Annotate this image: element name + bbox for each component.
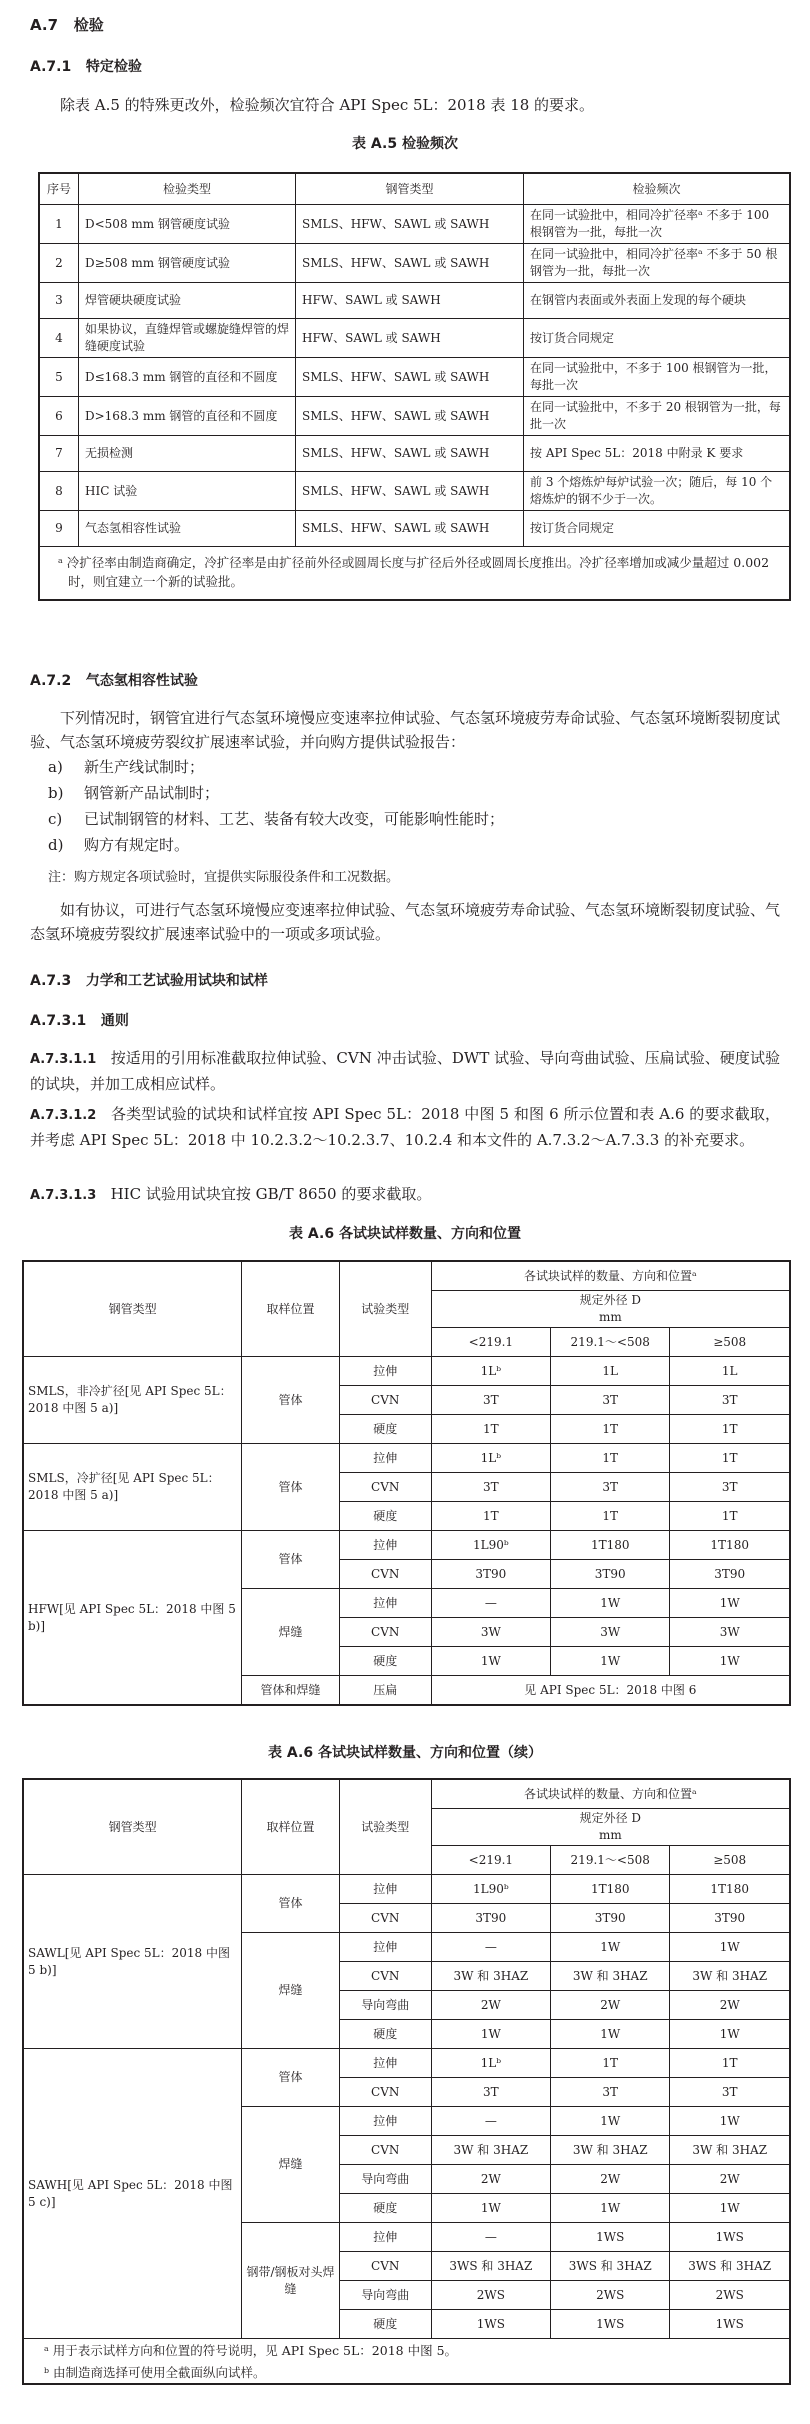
cell-value: 3W 和 3HAZ	[670, 1962, 790, 1991]
cell-value: 1T180	[670, 1531, 790, 1560]
paragraph-a7313: A.7.3.1.3 HIC 试验用试块宜按 GB/T 8650 的要求截取。	[30, 1185, 432, 1203]
cell-value: 3T90	[551, 1904, 670, 1933]
cell-test: 硬度	[339, 2310, 431, 2339]
cell-value: 2W	[551, 1991, 670, 2020]
table-header-row	[23, 1779, 790, 1809]
cell-value: 1W	[551, 1647, 670, 1676]
cell-index: 8	[39, 472, 79, 511]
cell-test: 硬度	[339, 1415, 431, 1444]
header-pipe-type: 钢管类型	[23, 1779, 242, 1875]
cell-value: —	[431, 1589, 550, 1618]
cell-value: 1T	[551, 1502, 670, 1531]
list-item: c) 已试制钢管的材料、工艺、装备有较大改变，可能影响性能时；	[48, 810, 505, 828]
cell-value: 3W 和 3HAZ	[431, 2136, 550, 2165]
cell-test: 拉伸	[339, 1875, 431, 1904]
cell-value: 2W	[670, 2165, 790, 2194]
cell-value: 1W	[670, 2020, 790, 2049]
cell-pipe-type: SMLS、HFW、SAWL 或 SAWH	[296, 358, 524, 397]
cell-value: 1W	[551, 1589, 670, 1618]
table-row	[39, 436, 790, 472]
cell-value: 1W	[551, 1933, 670, 1962]
cell-test: CVN	[339, 2136, 431, 2165]
cell-frequency: 在同一试验批中，不多于 20 根钢管为一批，每批一次	[524, 397, 791, 436]
header-od	[431, 1291, 790, 1328]
cell-pipe-type: SAWH[见 API Spec 5L：2018 中图 5 c)]	[23, 2049, 242, 2339]
cell-frequency: 按订货合同规定	[524, 319, 791, 358]
cell-value: 1W	[670, 2194, 790, 2223]
cell-test-type: 焊管硬块硬度试验	[79, 283, 296, 319]
section-heading-a71: A.7.1 特定检验	[30, 59, 142, 75]
cell-test: CVN	[339, 1962, 431, 1991]
cell-test: 导向弯曲	[339, 2281, 431, 2310]
cell-value: 1L90ᵇ	[431, 1875, 550, 1904]
cell-test-type: D≤168.3 mm 钢管的直径和不圆度	[79, 358, 296, 397]
cell-test-type: 无损检测	[79, 436, 296, 472]
table-row	[39, 319, 790, 358]
cell-value: 3T	[431, 1386, 550, 1415]
cell-test-type: 如果协议，直缝焊管或螺旋缝焊管的焊缝硬度试验	[79, 319, 296, 358]
cell-value: 3T	[670, 2078, 790, 2107]
cell-test-type: D≥508 mm 钢管硬度试验	[79, 244, 296, 283]
cell-frequency: 在钢管内表面或外表面上发现的每个硬块	[524, 283, 791, 319]
cell-location: 焊缝	[242, 2107, 339, 2223]
cell-location: 钢带/钢板对头焊缝	[242, 2223, 339, 2339]
table-footnote: ᵃ 用于表示试样方向和位置的符号说明，见 API Spec 5L：2018 中图 5。	[23, 2339, 790, 2362]
cell-test: 拉伸	[339, 1444, 431, 1473]
cell-value: 1W	[551, 2107, 670, 2136]
cell-pipe-type: SAWL[见 API Spec 5L：2018 中图 5 b)]	[23, 1875, 242, 2049]
cell-value: 3W	[431, 1618, 550, 1647]
table-row	[39, 244, 790, 283]
cell-location: 管体和焊缝	[242, 1676, 339, 1706]
cell-value: 2W	[670, 1991, 790, 2020]
cell-test-type: D<508 mm 钢管硬度试验	[79, 205, 296, 244]
header-pipe-type: 钢管类型	[23, 1261, 242, 1357]
header-od-label: 规定外径 D	[579, 1293, 642, 1307]
cell-location: 管体	[242, 1357, 339, 1444]
paragraph-a7312: A.7.3.1.2 各类型试验的试块和试样宜按 API Spec 5L：2018 中图 5 和图 6 所示位置和表 A.6 的要求截取，并考虑 API Spec 5L：2018 中 10.2.3.2～10.2.3.7、10.2.4 和本文件的 A.7.3.2～A.7.3.3 的补充要求。	[30, 1105, 780, 1149]
cell-value: 3T	[551, 2078, 670, 2107]
cell-value: 2WS	[670, 2281, 790, 2310]
cell-test: CVN	[339, 1618, 431, 1647]
table-header: 序号	[39, 173, 79, 205]
table-note-row	[23, 2339, 790, 2362]
cell-test: CVN	[339, 1904, 431, 1933]
cell-value: 1T180	[551, 1875, 670, 1904]
header-diameter-range: ≥508	[670, 1846, 790, 1875]
cell-value: 3T	[551, 1473, 670, 1502]
cell-index: 6	[39, 397, 79, 436]
cell-value: 1WS	[551, 2310, 670, 2339]
cell-value: 1W	[551, 2194, 670, 2223]
cell-test: 硬度	[339, 2194, 431, 2223]
cell-location: 焊缝	[242, 1589, 339, 1676]
cell-value: 3T	[551, 1386, 670, 1415]
cell-value: 1W	[670, 1589, 790, 1618]
table-a5	[38, 172, 791, 601]
cell-value: 1T	[670, 2049, 790, 2078]
cell-value: 见 API Spec 5L：2018 中图 6	[431, 1676, 790, 1706]
table-row	[39, 358, 790, 397]
table-a5-footnote: ᵃ 冷扩径率由制造商确定，冷扩径率是由扩径前外径或圆周长度与扩径后外径或圆周长度推出。冷扩径率增加或减少量超过 0.002 时，则宜建立一个新的试验批。	[39, 547, 790, 601]
cell-value: 1T	[670, 1444, 790, 1473]
table-row	[39, 205, 790, 244]
cell-location: 管体	[242, 1444, 339, 1531]
cell-value: 3T90	[551, 1560, 670, 1589]
cell-test-type: HIC 试验	[79, 472, 296, 511]
cell-value: 1T	[670, 1415, 790, 1444]
cell-value: 1W	[551, 2020, 670, 2049]
cell-test: CVN	[339, 2252, 431, 2281]
cell-frequency: 在同一试验批中，相同冷扩径率ᵃ 不多于 50 根钢管为一批，每批一次	[524, 244, 791, 283]
cell-value: 2WS	[431, 2281, 550, 2310]
cell-index: 9	[39, 511, 79, 547]
cell-test: 拉伸	[339, 1531, 431, 1560]
list-item: d) 购方有规定时。	[48, 836, 190, 854]
table-row	[39, 511, 790, 547]
cell-value: 3W	[551, 1618, 670, 1647]
header-diameter-range: 219.1～<508	[551, 1328, 670, 1357]
header-diameter-range: <219.1	[431, 1328, 550, 1357]
cell-index: 1	[39, 205, 79, 244]
cell-value: 3WS 和 3HAZ	[431, 2252, 550, 2281]
cell-pipe-type: HFW[见 API Spec 5L：2018 中图 5 b)]	[23, 1531, 242, 1706]
cell-value: 3T	[431, 1473, 550, 1502]
cell-test: 硬度	[339, 1647, 431, 1676]
cell-pipe-type: SMLS、HFW、SAWL 或 SAWH	[296, 244, 524, 283]
cell-value: 2W	[431, 2165, 550, 2194]
cell-value: 1WS	[670, 2223, 790, 2252]
table-a6-part2	[22, 1778, 791, 2385]
cell-test: 拉伸	[339, 1933, 431, 1962]
cell-value: 3WS 和 3HAZ	[551, 2252, 670, 2281]
cell-value: —	[431, 2223, 550, 2252]
table-row	[23, 1444, 790, 1473]
cell-value: 3W	[670, 1618, 790, 1647]
table-row	[23, 1357, 790, 1386]
cell-value: 1L90ᵇ	[431, 1531, 550, 1560]
paragraph-a71: 除表 A.5 的特殊更改外，检验频次宜符合 API Spec 5L：2018 表 18 的要求。	[60, 96, 595, 114]
cell-value: 1W	[670, 2107, 790, 2136]
cell-pipe-type: SMLS、HFW、SAWL 或 SAWH	[296, 205, 524, 244]
cell-pipe-type: SMLS、HFW、SAWL 或 SAWH	[296, 397, 524, 436]
note-a72: 注：购方规定各项试验时，宜提供实际服役条件和工况数据。	[48, 870, 400, 885]
cell-value: 3T90	[431, 1560, 550, 1589]
cell-value: 1L	[670, 1357, 790, 1386]
cell-value: 3T90	[670, 1560, 790, 1589]
cell-test: 拉伸	[339, 1589, 431, 1618]
header-group: 各试块试样的数量、方向和位置ᵃ	[431, 1261, 790, 1291]
header-od-unit: mm	[598, 1828, 622, 1842]
cell-value: 1T	[670, 1502, 790, 1531]
cell-index: 4	[39, 319, 79, 358]
cell-test: CVN	[339, 1473, 431, 1502]
cell-index: 2	[39, 244, 79, 283]
cell-value: 1T	[551, 1415, 670, 1444]
section-heading-a7: A.7 检验	[30, 16, 104, 34]
header-diameter-range: ≥508	[670, 1328, 790, 1357]
table-header: 检验频次	[524, 173, 791, 205]
list-item: b) 钢管新产品试制时；	[48, 784, 220, 802]
cell-test: 导向弯曲	[339, 1991, 431, 2020]
table-row	[39, 472, 790, 511]
cell-value: 3W 和 3HAZ	[551, 1962, 670, 1991]
cell-test: 拉伸	[339, 2223, 431, 2252]
cell-value: 1Lᵇ	[431, 1357, 550, 1386]
list-a72	[48, 754, 504, 858]
cell-frequency: 按 API Spec 5L：2018 中附录 K 要求	[524, 436, 791, 472]
cell-index: 5	[39, 358, 79, 397]
cell-value: 2WS	[551, 2281, 670, 2310]
cell-location: 管体	[242, 1531, 339, 1589]
cell-pipe-type: SMLS、HFW、SAWL 或 SAWH	[296, 472, 524, 511]
header-test-type: 试验类型	[339, 1779, 431, 1875]
cell-test: 拉伸	[339, 2049, 431, 2078]
table-a5-caption: 表 A.5 检验频次	[352, 136, 458, 152]
header-od	[431, 1809, 790, 1846]
cell-test: 导向弯曲	[339, 2165, 431, 2194]
cell-index: 7	[39, 436, 79, 472]
cell-pipe-type: SMLS，非冷扩径[见 API Spec 5L：2018 中图 5 a)]	[23, 1357, 242, 1444]
cell-value: 3T	[670, 1386, 790, 1415]
header-od-unit: mm	[598, 1310, 622, 1324]
cell-value: 2W	[431, 1991, 550, 2020]
cell-value: 1WS	[670, 2310, 790, 2339]
cell-pipe-type: HFW、SAWL 或 SAWH	[296, 283, 524, 319]
paragraph-a7311: A.7.3.1.1 按适用的引用标准截取拉伸试验、CVN 冲击试验、DWT 试验、导向弯曲试验、压扁试验、硬度试验的试块，并加工成相应试样。	[30, 1049, 780, 1093]
cell-value: 1WS	[431, 2310, 550, 2339]
cell-pipe-type: SMLS、HFW、SAWL 或 SAWH	[296, 436, 524, 472]
cell-test: CVN	[339, 2078, 431, 2107]
cell-frequency: 在同一试验批中，相同冷扩径率ᵃ 不多于 100 根钢管为一批，每批一次	[524, 205, 791, 244]
cell-value: —	[431, 2107, 550, 2136]
cell-value: 1T180	[670, 1875, 790, 1904]
header-location: 取样位置	[242, 1779, 339, 1875]
cell-test: 硬度	[339, 2020, 431, 2049]
cell-value: 1L	[551, 1357, 670, 1386]
section-heading-a731: A.7.3.1 通则	[30, 1013, 129, 1029]
cell-value: 3W 和 3HAZ	[670, 2136, 790, 2165]
cell-value: 1T	[551, 2049, 670, 2078]
cell-pipe-type: SMLS，冷扩径[见 API Spec 5L：2018 中图 5 a)]	[23, 1444, 242, 1531]
header-diameter-range: <219.1	[431, 1846, 550, 1875]
cell-test: 拉伸	[339, 1357, 431, 1386]
cell-pipe-type: HFW、SAWL 或 SAWH	[296, 319, 524, 358]
cell-value: 1Lᵇ	[431, 2049, 550, 2078]
cell-value: 1T180	[551, 1531, 670, 1560]
cell-value: 1W	[670, 1933, 790, 1962]
header-od-label: 规定外径 D	[579, 1811, 642, 1825]
table-a6-part1	[22, 1260, 791, 1706]
cell-test-type: 气态氢相容性试验	[79, 511, 296, 547]
cell-value: 3T90	[431, 1904, 550, 1933]
cell-value: 1W	[431, 2194, 550, 2223]
cell-value: 1T	[431, 1415, 550, 1444]
section-heading-a72: A.7.2 气态氢相容性试验	[30, 673, 198, 689]
table-row	[23, 2049, 790, 2078]
cell-value: 1T	[431, 1502, 550, 1531]
cell-location: 管体	[242, 2049, 339, 2107]
cell-value: 3T90	[670, 1904, 790, 1933]
cell-frequency: 按订货合同规定	[524, 511, 791, 547]
table-header: 检验类型	[79, 173, 296, 205]
cell-value: 1T	[551, 1444, 670, 1473]
cell-value: 1WS	[551, 2223, 670, 2252]
table-row	[39, 397, 790, 436]
cell-test: CVN	[339, 1560, 431, 1589]
table-a6-caption-continued: 表 A.6 各试块试样数量、方向和位置（续）	[268, 1745, 542, 1761]
cell-frequency: 在同一试验批中，不多于 100 根钢管为一批，每批一次	[524, 358, 791, 397]
cell-test: CVN	[339, 1386, 431, 1415]
cell-value: 3W 和 3HAZ	[431, 1962, 550, 1991]
paragraph-a72-agreement: 如有协议，可进行气态氢环境慢应变速率拉伸试验、气态氢环境疲劳寿命试验、气态氢环境断裂韧度试验、气态氢环境疲劳裂纹扩展速率试验中的一项或多项试验。	[30, 901, 781, 943]
cell-value: 2W	[551, 2165, 670, 2194]
cell-test: 硬度	[339, 1502, 431, 1531]
cell-test: 拉伸	[339, 2107, 431, 2136]
table-footnote: ᵇ 由制造商选择可使用全截面纵向试样。	[23, 2361, 790, 2384]
cell-test-type: D>168.3 mm 钢管的直径和不圆度	[79, 397, 296, 436]
paragraph-a72-intro: 下列情况时，钢管宜进行气态氢环境慢应变速率拉伸试验、气态氢环境疲劳寿命试验、气态氢环境断裂韧度试验、气态氢环境疲劳裂纹扩展速率试验，并向购方提供试验报告：	[30, 709, 781, 751]
section-heading-a73: A.7.3 力学和工艺试验用试块和试样	[30, 973, 268, 989]
cell-value: 1W	[431, 1647, 550, 1676]
header-diameter-range: 219.1～<508	[551, 1846, 670, 1875]
cell-value: 1W	[431, 2020, 550, 2049]
cell-value: —	[431, 1933, 550, 1962]
cell-location: 管体	[242, 1875, 339, 1933]
list-item: a) 新生产线试制时；	[48, 758, 205, 776]
table-row	[23, 1531, 790, 1560]
cell-frequency: 前 3 个熔炼炉每炉试验一次；随后，每 10 个熔炼炉的钢不少于一次。	[524, 472, 791, 511]
cell-value: 1W	[670, 1647, 790, 1676]
cell-pipe-type: SMLS、HFW、SAWL 或 SAWH	[296, 511, 524, 547]
table-row	[39, 283, 790, 319]
cell-value: 3T	[431, 2078, 550, 2107]
header-location: 取样位置	[242, 1261, 339, 1357]
table-row	[23, 1875, 790, 1904]
cell-value: 3T	[670, 1473, 790, 1502]
table-note-row	[23, 2361, 790, 2384]
table-header-row	[23, 1261, 790, 1291]
cell-value: 1Lᵇ	[431, 1444, 550, 1473]
table-header: 钢管类型	[296, 173, 524, 205]
cell-index: 3	[39, 283, 79, 319]
cell-value: 3W 和 3HAZ	[551, 2136, 670, 2165]
cell-value: 3WS 和 3HAZ	[670, 2252, 790, 2281]
header-test-type: 试验类型	[339, 1261, 431, 1357]
cell-location: 焊缝	[242, 1933, 339, 2049]
header-group: 各试块试样的数量、方向和位置ᵃ	[431, 1779, 790, 1809]
cell-test: 压扁	[339, 1676, 431, 1706]
table-a6-caption: 表 A.6 各试块试样数量、方向和位置	[289, 1226, 521, 1242]
